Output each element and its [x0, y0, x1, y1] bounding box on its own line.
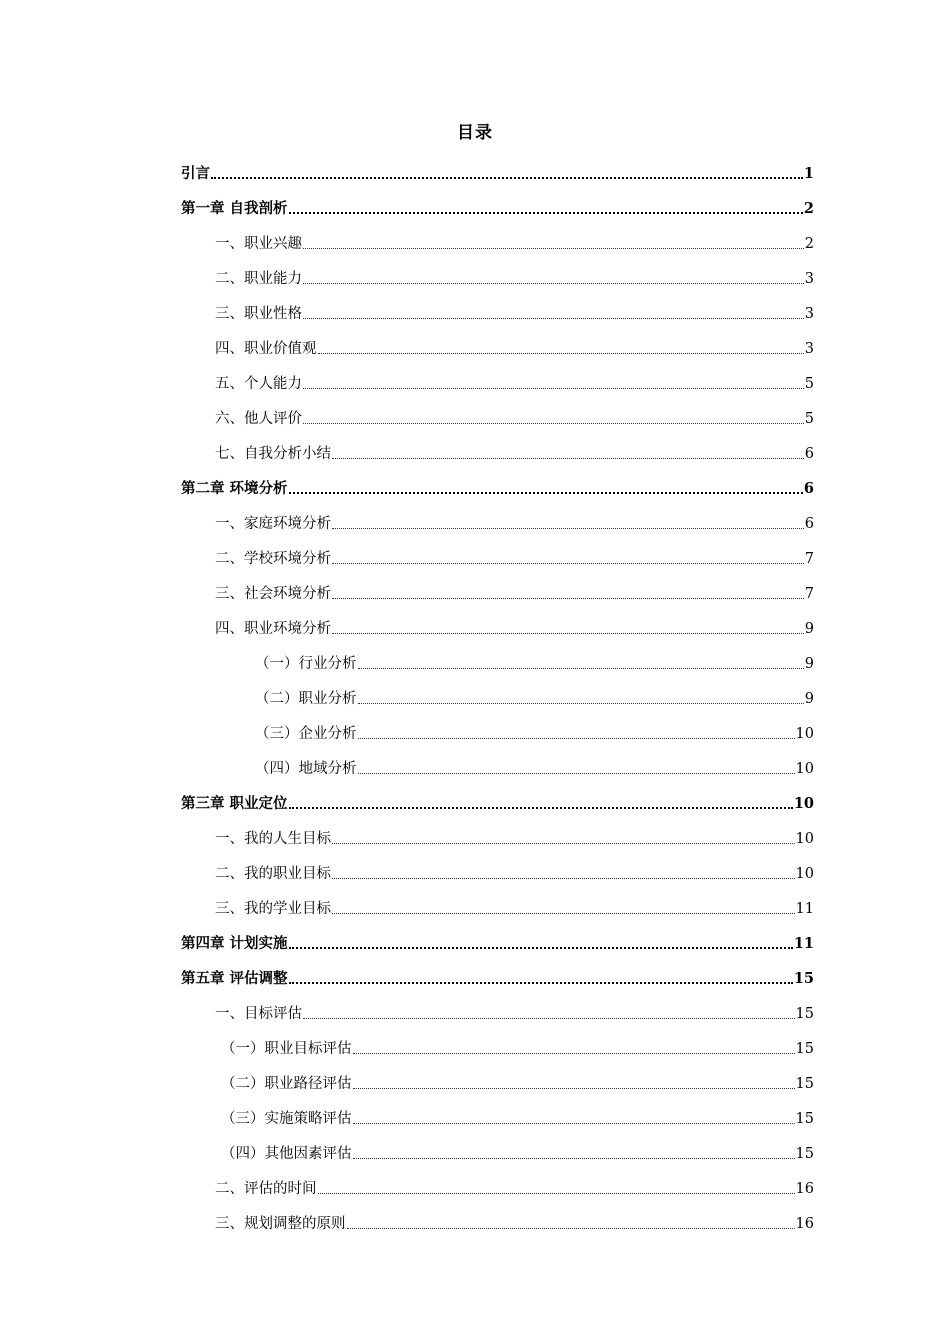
- toc-entry-label: 第四章 计划实施: [181, 935, 288, 952]
- toc-entry[interactable]: [181, 883, 814, 918]
- toc-entry-page-number: 2: [803, 200, 814, 217]
- toc-entry-page-number: 3: [804, 306, 814, 322]
- toc-dot-leader: [353, 1158, 795, 1159]
- toc-entry-label: 一、目标评估: [215, 1006, 302, 1022]
- toc-entry-label: 二、我的职业目标: [215, 866, 331, 882]
- toc-entry-page-number: 2: [804, 236, 814, 252]
- toc-entry-label: 三、社会环境分析: [215, 586, 331, 602]
- toc-entry-page-number: 10: [795, 866, 814, 882]
- toc-entry-label: 二、评估的时间: [215, 1181, 317, 1197]
- toc-dot-leader: [332, 458, 804, 459]
- toc-entry[interactable]: [181, 1058, 814, 1093]
- toc-dot-leader: [289, 492, 803, 494]
- toc-entry-label: （三）实施策略评估: [221, 1111, 352, 1127]
- toc-entry-page-number: 1: [803, 165, 814, 182]
- toc-entry-page-number: 9: [804, 621, 814, 637]
- toc-dot-leader: [347, 1228, 795, 1229]
- toc-dot-leader: [332, 598, 804, 599]
- toc-entry-page-number: 6: [804, 446, 814, 462]
- toc-entry-label: 第五章 评估调整: [181, 970, 288, 987]
- toc-entry-label: 三、规划调整的原则: [215, 1216, 346, 1232]
- toc-entry-page-number: 6: [803, 480, 814, 497]
- toc-dot-leader: [353, 1053, 795, 1054]
- toc-dot-leader: [332, 528, 804, 529]
- toc-entry-label: （四）地域分析: [255, 761, 357, 777]
- toc-entry[interactable]: [181, 533, 814, 568]
- toc-entry-page-number: 10: [795, 761, 814, 777]
- toc-entry-label: 三、职业性格: [215, 306, 302, 322]
- toc-entry-label: （一）行业分析: [255, 656, 357, 672]
- toc-entry-page-number: 15: [795, 1146, 814, 1162]
- toc-entry[interactable]: [181, 743, 814, 778]
- toc-dot-leader: [289, 807, 793, 809]
- toc-entry[interactable]: [181, 953, 814, 988]
- toc-dot-leader: [332, 913, 795, 914]
- toc-entry-label: 第一章 自我剖析: [181, 200, 288, 217]
- toc-entry-page-number: 7: [804, 551, 814, 567]
- toc-entry-label: （三）企业分析: [255, 726, 357, 742]
- toc-entry-label: 二、职业能力: [215, 271, 302, 287]
- toc-entry[interactable]: [181, 428, 814, 463]
- toc-dot-leader: [358, 773, 795, 774]
- toc-entry-page-number: 15: [793, 970, 814, 987]
- toc-entry-page-number: 9: [804, 691, 814, 707]
- toc-entry-page-number: 5: [804, 376, 814, 392]
- toc-entry[interactable]: [181, 708, 814, 743]
- toc-entry[interactable]: [181, 323, 814, 358]
- toc-entry-label: 第三章 职业定位: [181, 795, 288, 812]
- toc-entry[interactable]: [181, 463, 814, 498]
- toc-dot-leader: [332, 843, 795, 844]
- toc-entry-label: 三、我的学业目标: [215, 901, 331, 917]
- toc-entry-label: 五、个人能力: [215, 376, 302, 392]
- toc-entry[interactable]: [181, 1128, 814, 1163]
- toc-entry-label: 一、我的人生目标: [215, 831, 331, 847]
- toc-entry[interactable]: [181, 393, 814, 428]
- toc-entry[interactable]: [181, 638, 814, 673]
- toc-entry[interactable]: [181, 218, 814, 253]
- toc-entry[interactable]: [181, 498, 814, 533]
- toc-entry[interactable]: [181, 778, 814, 813]
- toc-entry-page-number: 15: [795, 1041, 814, 1057]
- toc-dot-leader: [332, 563, 804, 564]
- toc-dot-leader: [289, 947, 793, 949]
- toc-entry[interactable]: [181, 358, 814, 393]
- toc-entry-page-number: 3: [804, 341, 814, 357]
- toc-dot-leader: [303, 248, 804, 249]
- toc-entry-label: （二）职业路径评估: [221, 1076, 352, 1092]
- toc-entry-page-number: 6: [804, 516, 814, 532]
- toc-dot-leader: [358, 738, 795, 739]
- toc-dot-leader: [358, 703, 804, 704]
- toc-entry[interactable]: [181, 1093, 814, 1128]
- toc-entry-page-number: 3: [804, 271, 814, 287]
- toc-entry-label: 一、家庭环境分析: [215, 516, 331, 532]
- toc-entry-label: 一、职业兴趣: [215, 236, 302, 252]
- toc-entry-label: （二）职业分析: [255, 691, 357, 707]
- toc-entry-label: 第二章 环境分析: [181, 480, 288, 497]
- toc-entry[interactable]: [181, 603, 814, 638]
- toc-entry[interactable]: [181, 988, 814, 1023]
- toc-entry[interactable]: [181, 1023, 814, 1058]
- toc-dot-leader: [358, 668, 804, 669]
- toc-entry[interactable]: [181, 568, 814, 603]
- toc-entry[interactable]: [181, 848, 814, 883]
- toc-dot-leader: [289, 982, 793, 984]
- toc-dot-leader: [303, 423, 804, 424]
- toc-entry-page-number: 7: [804, 586, 814, 602]
- toc-dot-leader: [303, 283, 804, 284]
- toc-dot-leader: [318, 353, 804, 354]
- toc-entry[interactable]: [181, 813, 814, 848]
- toc-entry-page-number: 5: [804, 411, 814, 427]
- toc-entry-page-number: 11: [795, 901, 814, 917]
- toc-entry-page-number: 15: [795, 1006, 814, 1022]
- toc-dot-leader: [353, 1088, 795, 1089]
- toc-entry-label: 引言: [181, 165, 210, 182]
- toc-dot-leader: [303, 1018, 795, 1019]
- toc-entry[interactable]: [181, 183, 814, 218]
- toc-list: [181, 148, 814, 1233]
- toc-entry-label: 四、职业价值观: [215, 341, 317, 357]
- toc-dot-leader: [303, 388, 804, 389]
- toc-entry[interactable]: [181, 1163, 814, 1198]
- toc-entry-page-number: 11: [793, 935, 814, 952]
- toc-dot-leader: [332, 878, 795, 879]
- toc-entry-label: （一）职业目标评估: [221, 1041, 352, 1057]
- toc-dot-leader: [303, 318, 804, 319]
- toc-entry-page-number: 9: [804, 656, 814, 672]
- toc-entry-label: 六、他人评价: [215, 411, 302, 427]
- toc-entry[interactable]: [181, 1198, 814, 1233]
- toc-entry[interactable]: [181, 253, 814, 288]
- toc-entry-label: 七、自我分析小结: [215, 446, 331, 462]
- toc-entry-page-number: 16: [795, 1181, 814, 1197]
- toc-dot-leader: [318, 1193, 795, 1194]
- toc-entry-page-number: 15: [795, 1076, 814, 1092]
- toc-entry-label: （四）其他因素评估: [221, 1146, 352, 1162]
- toc-entry[interactable]: [181, 673, 814, 708]
- toc-dot-leader: [332, 633, 804, 634]
- toc-entry-page-number: 10: [795, 726, 814, 742]
- toc-entry-page-number: 16: [795, 1216, 814, 1232]
- toc-entry-page-number: 10: [795, 831, 814, 847]
- toc-entry-label: 四、职业环境分析: [215, 621, 331, 637]
- toc-entry[interactable]: [181, 148, 814, 183]
- toc-entry[interactable]: [181, 288, 814, 323]
- toc-dot-leader: [289, 212, 803, 214]
- toc-dot-leader: [211, 177, 803, 179]
- toc-entry-page-number: 15: [795, 1111, 814, 1127]
- toc-entry-label: 二、学校环境分析: [215, 551, 331, 567]
- toc-title: 目录: [457, 123, 493, 143]
- toc-entry-page-number: 10: [793, 795, 814, 812]
- toc-entry[interactable]: [181, 918, 814, 953]
- toc-dot-leader: [353, 1123, 795, 1124]
